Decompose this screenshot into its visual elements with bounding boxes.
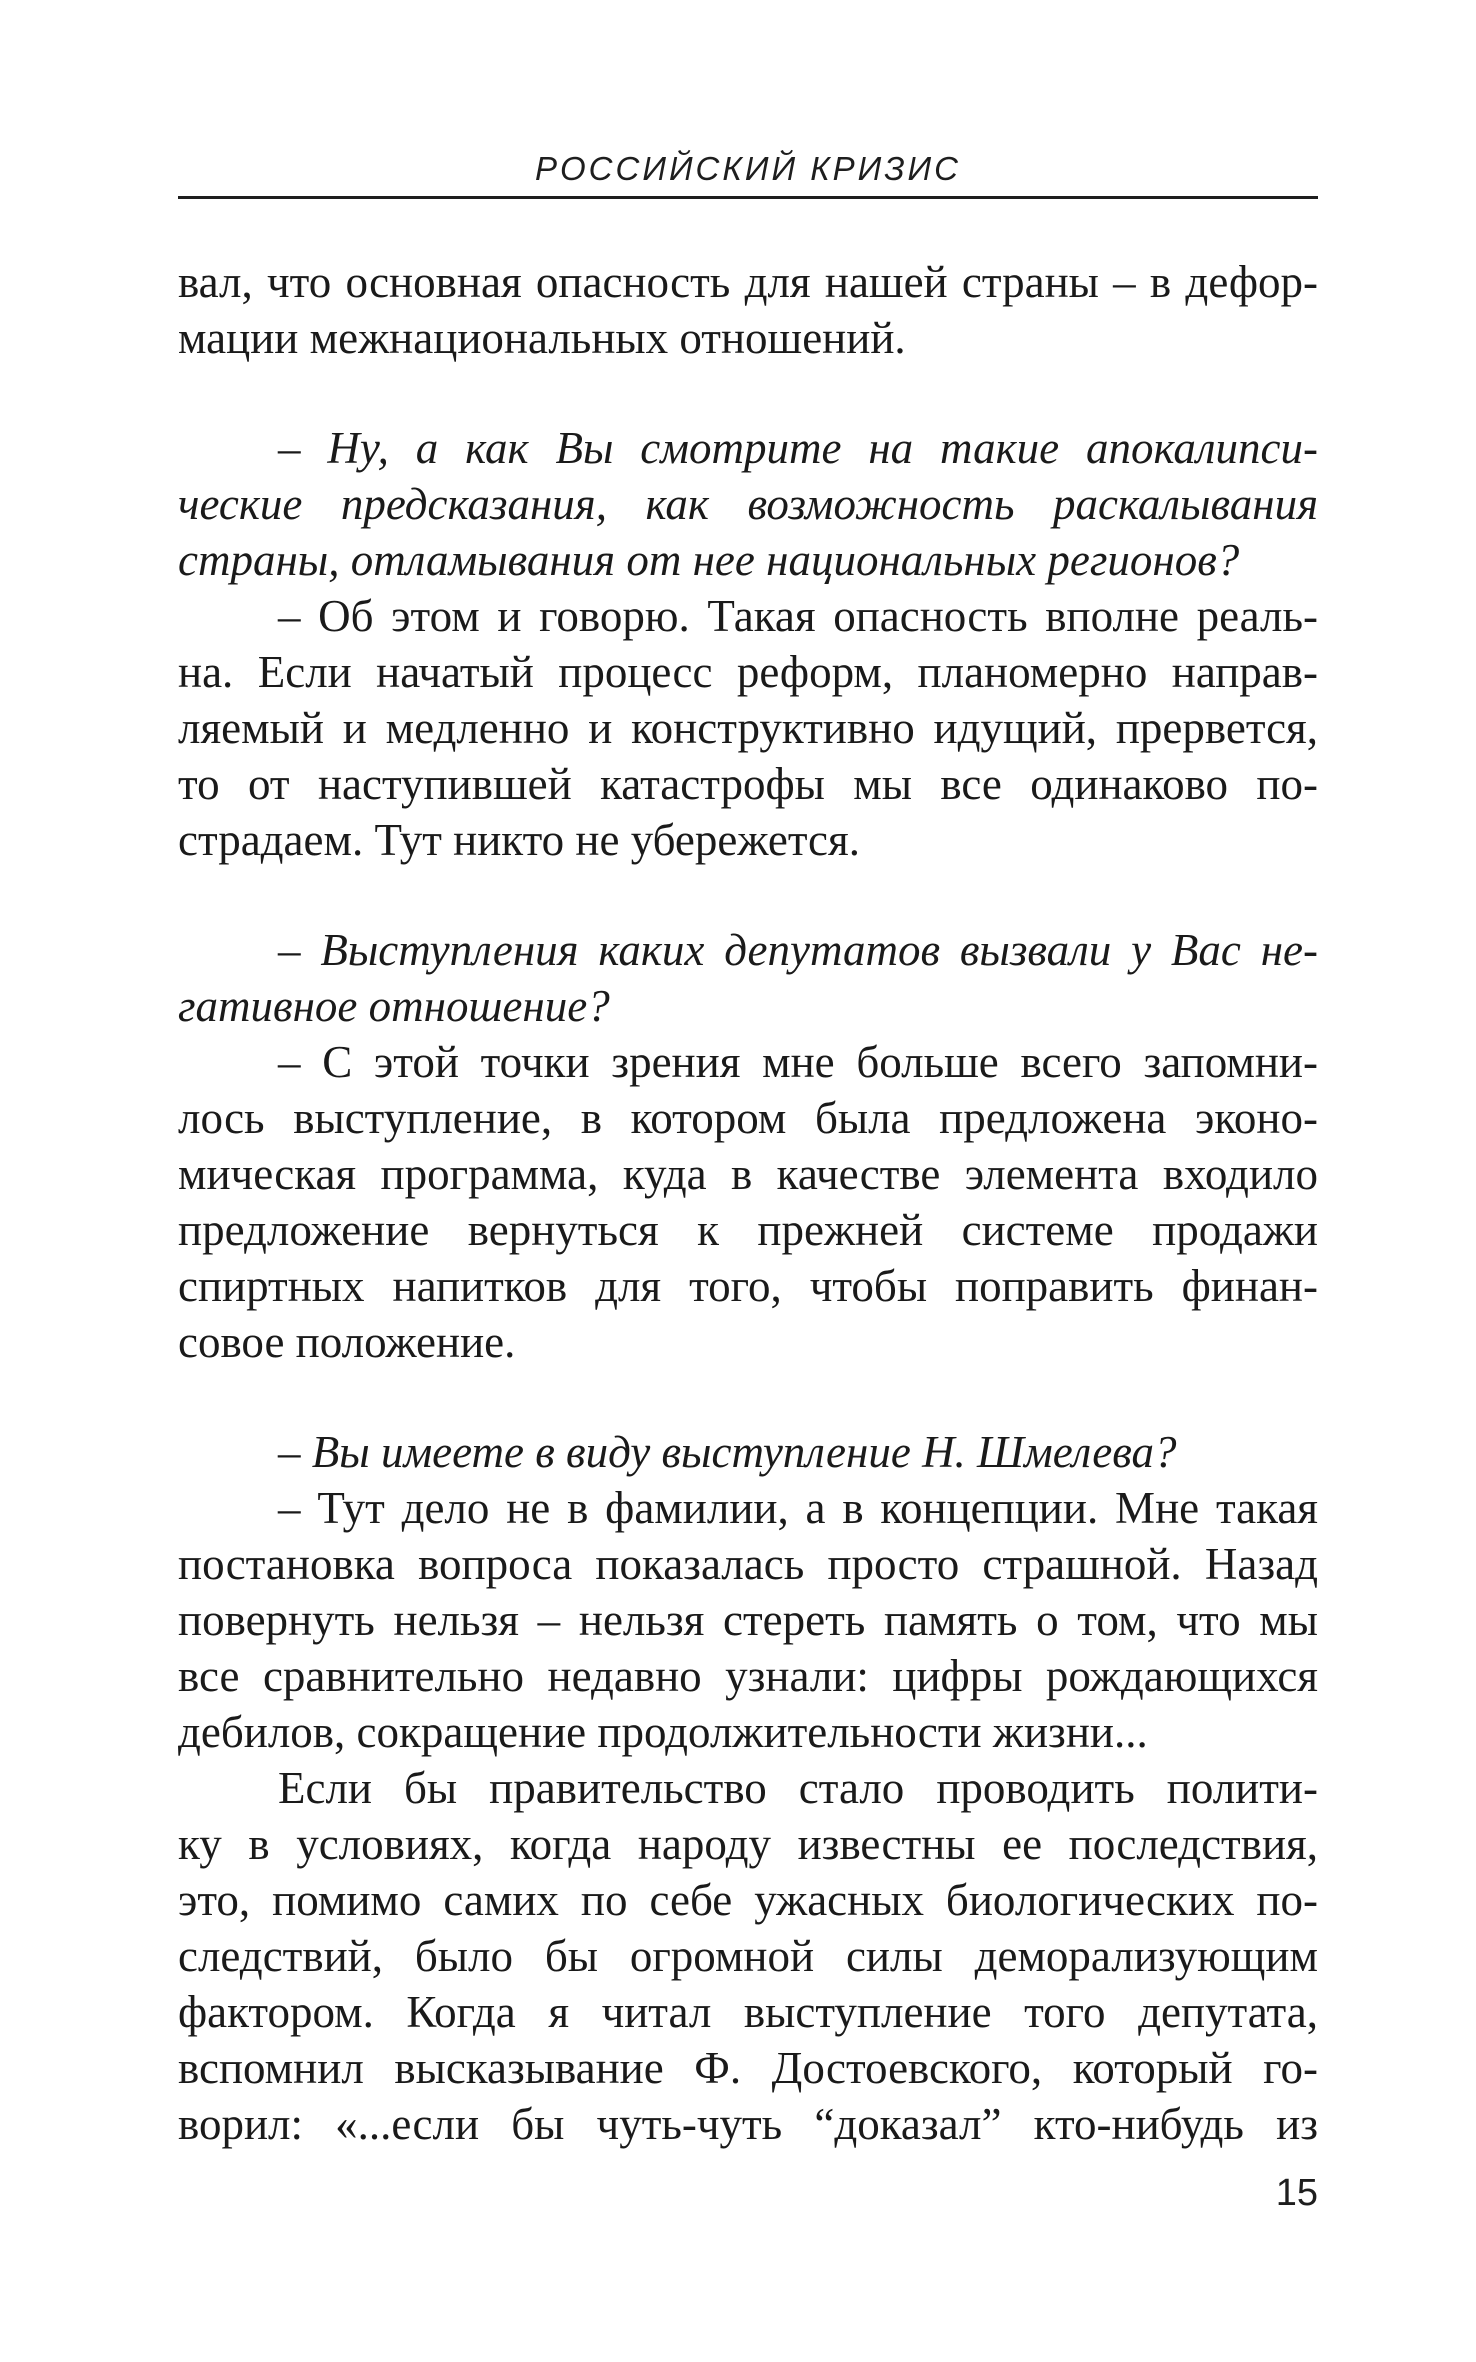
text-line: ку в условиях, когда народу известны ее последствия, <box>178 1819 1318 1869</box>
body-text <box>178 254 1318 2152</box>
text-line: мации межнациональных отношений. <box>178 313 906 363</box>
answer-line: все сравнительно недавно узнали: цифры рождающихся <box>178 1651 1318 1701</box>
answer-line: – С этой точки зрения мне больше всего запомни- <box>278 1037 1318 1087</box>
answer-line: ляемый и медленно и конструктивно идущий, прервется, <box>178 703 1318 753</box>
text-line: вспомнил высказывание Ф. Достоевского, который го- <box>178 2043 1318 2093</box>
answer-line: на. Если начатый процесс реформ, планомерно направ- <box>178 647 1318 697</box>
answer-line: – Об этом и говорю. Такая опасность вполне реаль- <box>278 591 1318 641</box>
question-line: – Выступления каких депутатов вызвали у Вас не- <box>278 925 1318 975</box>
text-line: следствий, было бы огромной силы деморализующим <box>178 1931 1318 1981</box>
question-line: гативное отношение? <box>178 981 610 1031</box>
running-head: РОССИЙСКИЙ КРИЗИС <box>535 150 961 187</box>
question-line: – Вы имеете в виду выступление Н. Шмелева? <box>278 1427 1177 1477</box>
text-line: вал, что основная опасность для нашей страны – в дефор- <box>178 257 1318 307</box>
answer-line: повернуть нельзя – нельзя стереть память о том, что мы <box>178 1595 1318 1645</box>
answer-line: лось выступление, в котором была предложена эконо- <box>178 1093 1318 1143</box>
paragraph-gap <box>178 868 1318 922</box>
answer-line: постановка вопроса показалась просто страшной. Назад <box>178 1539 1318 1589</box>
answer-line: дебилов, сокращение продолжительности жизни... <box>178 1707 1148 1757</box>
answer-line: предложение вернуться к прежней системе продажи <box>178 1205 1318 1255</box>
answer-line: – Тут дело не в фамилии, а в концепции. Мне такая <box>278 1483 1318 1533</box>
paragraph-gap <box>178 366 1318 420</box>
answer-line: спиртных напитков для того, чтобы поправить финан- <box>178 1261 1318 1311</box>
paragraph-gap <box>178 1370 1318 1424</box>
answer-line: страдаем. Тут никто не убережется. <box>178 815 860 865</box>
text-line: фактором. Когда я читал выступление того депутата, <box>178 1987 1318 2037</box>
question-line: – Ну, а как Вы смотрите на такие апокалипси- <box>278 423 1318 473</box>
question-line: ческие предсказания, как возможность раскалывания <box>178 479 1318 529</box>
header-rule <box>178 196 1318 199</box>
question-line: страны, отламывания от нее национальных регионов? <box>178 535 1240 585</box>
answer-line: то от наступившей катастрофы мы все одинаково по- <box>178 759 1318 809</box>
text-line: Если бы правительство стало проводить полити- <box>278 1763 1318 1813</box>
text-line: это, помимо самих по себе ужасных биологических по- <box>178 1875 1318 1925</box>
answer-line: совое положение. <box>178 1317 516 1367</box>
answer-line: мическая программа, куда в качестве элемента входило <box>178 1149 1318 1199</box>
text-line: ворил: «...если бы чуть-чуть “доказал” кто-нибудь из <box>178 2099 1318 2149</box>
page-number: 15 <box>1275 2172 1318 2214</box>
